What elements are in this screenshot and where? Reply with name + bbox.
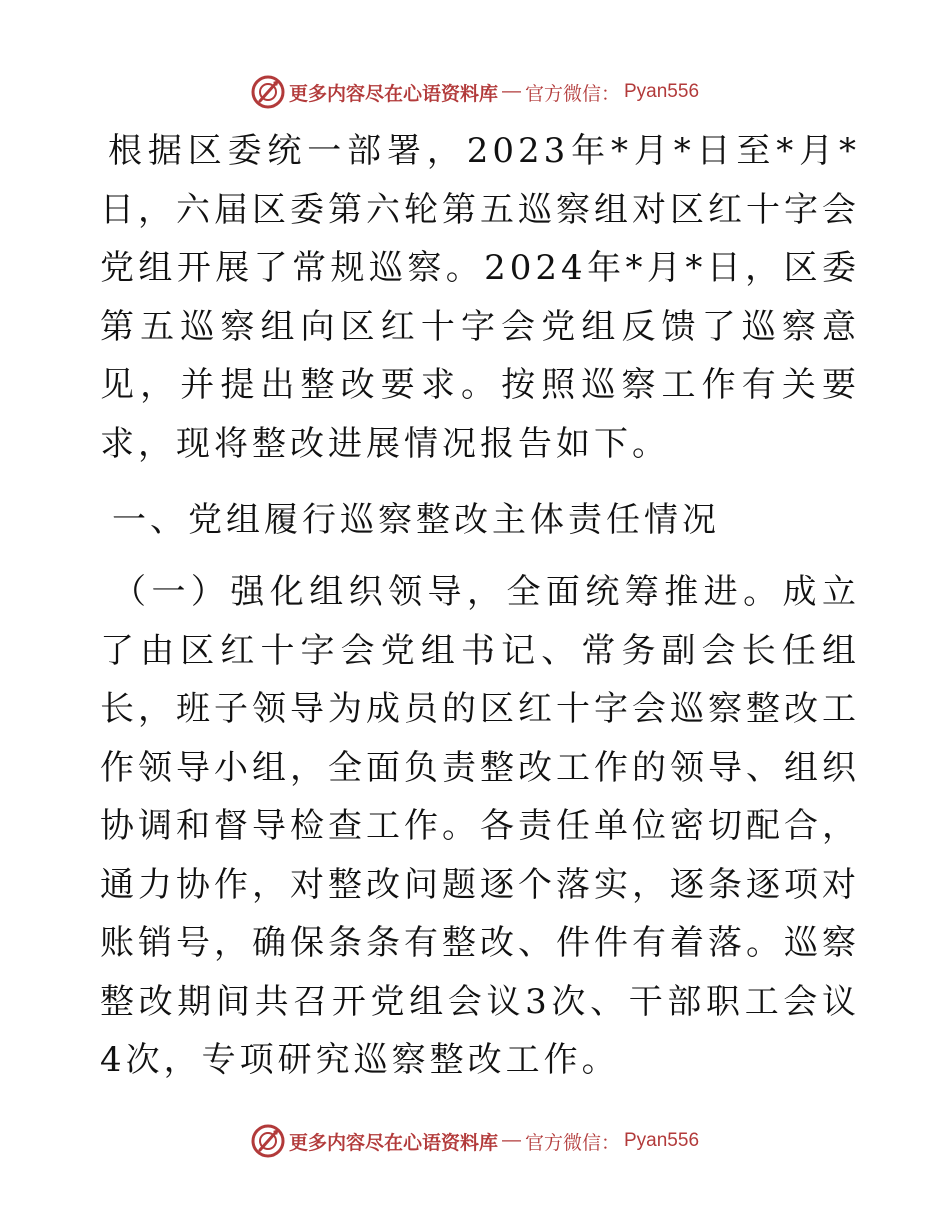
watermark-brand-text: 更多内容尽在心语资料库	[288, 1131, 498, 1154]
paragraph-organization: （一）强化组织领导，全面统筹推进。成立了由区红十字会党组书记、常务副会长任组长，班子领导为成员的区红十字会巡察整改工作领导小组，全面负责整改工作的领导、组织协调和督导检查工作。各责任单位密切配合，通力协作，对整改问题逐个落实，逐条逐项对账销号，确保条条有整改、件件有着落。巡察整改期间共召开党组会议3次、干部职工会议4次，专项研究巡察整改工作。	[100, 572, 860, 1080]
watermark-label: 官方微信：	[524, 1131, 620, 1154]
watermark-separator: —	[501, 81, 521, 102]
document-body	[100, 122, 860, 1090]
paragraph-intro: 根据区委统一部署，2023年*月*日至*月*日，六届区委第六轮第五巡察组对区红十字会党组开展了常规巡察。2024年*月*日，区委第五巡察组向区红十字会党组反馈了巡察意见，并提出整改要求。按照巡察工作有关要求，现将整改进展情况报告如下。	[100, 131, 860, 464]
watermark-handle: Pyan556	[624, 1130, 700, 1151]
watermark-label: 官方微信：	[524, 82, 620, 105]
watermark-handle: Pyan556	[624, 81, 700, 102]
brand-logo-icon	[251, 75, 285, 109]
watermark-banner-bottom	[0, 1121, 950, 1161]
watermark-brand-text: 更多内容尽在心语资料库	[288, 82, 498, 105]
watermark-separator: —	[501, 1130, 521, 1151]
section-heading: 一、党组履行巡察整改主体责任情况	[112, 500, 720, 540]
watermark-banner-top	[0, 72, 950, 112]
brand-logo-icon	[251, 1124, 285, 1158]
